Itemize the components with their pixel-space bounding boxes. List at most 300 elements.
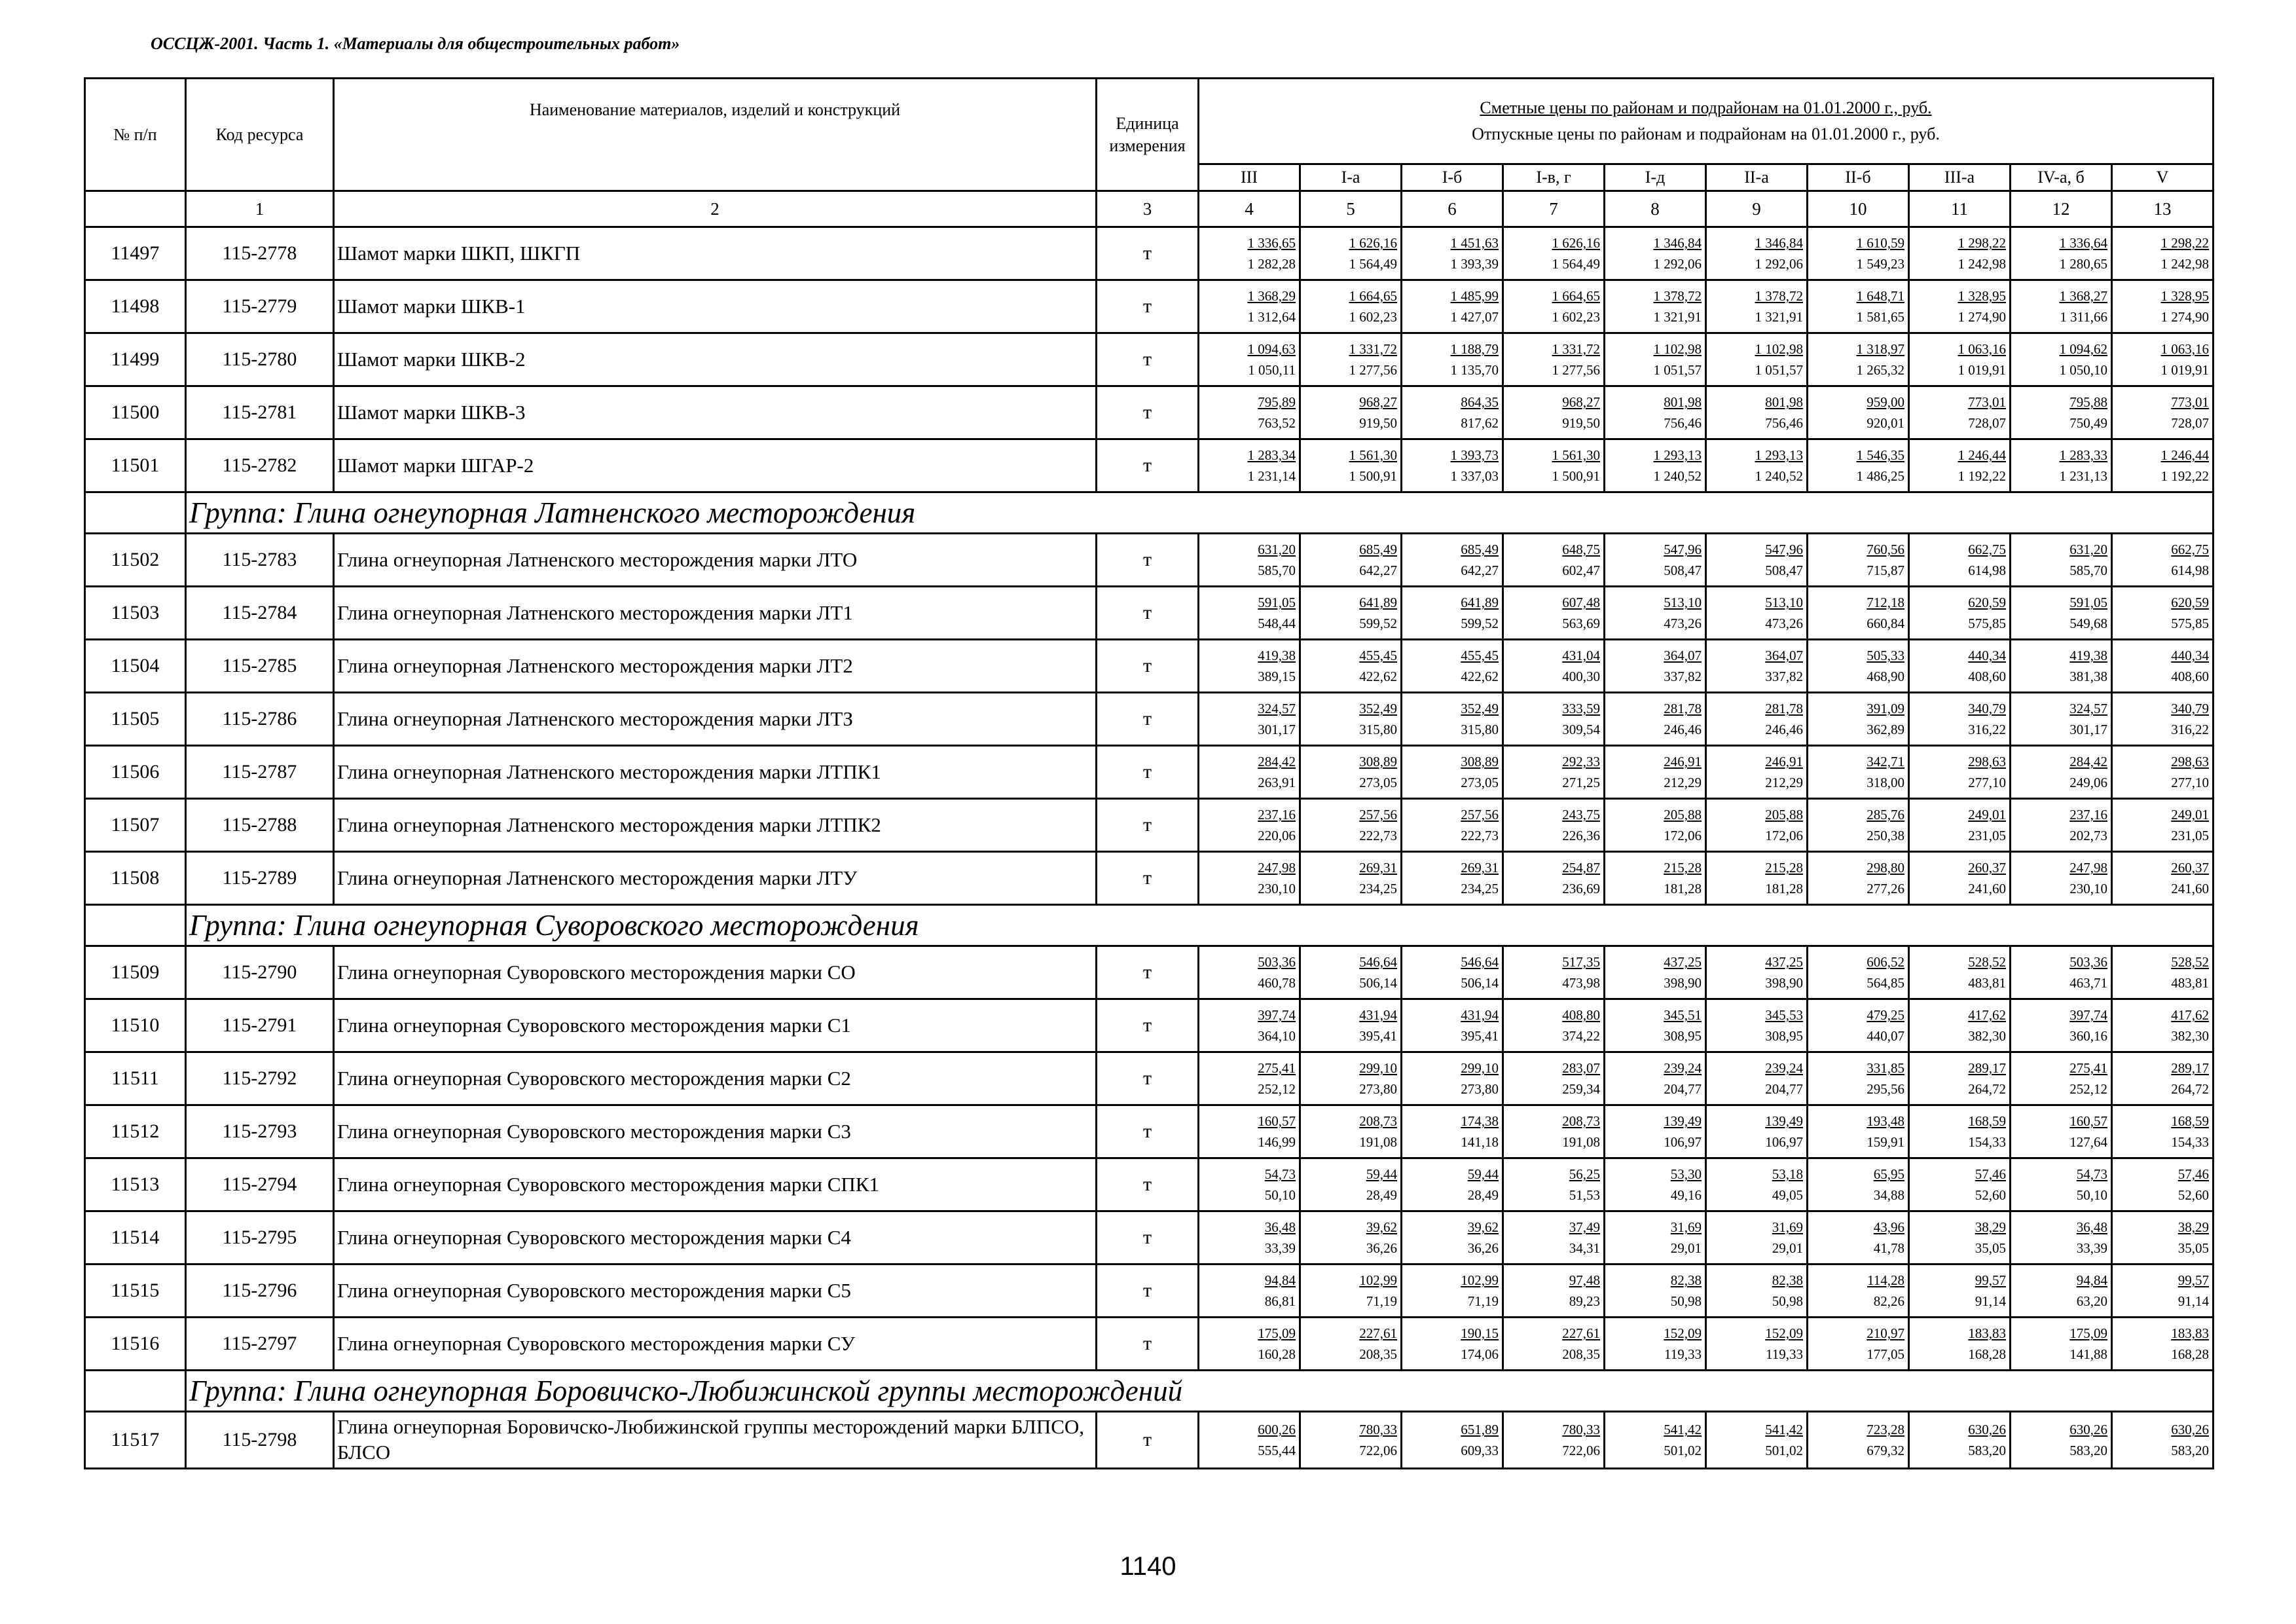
price-cell [1706, 640, 1808, 693]
estimate-price: 1 648,71 [1856, 288, 1904, 304]
release-price: 1 192,22 [1958, 468, 2006, 484]
release-price: 208,35 [1562, 1346, 1600, 1362]
estimate-price: 160,57 [1258, 1113, 1296, 1129]
row-number: 11506 [85, 746, 186, 799]
estimate-price: 864,35 [1461, 394, 1499, 410]
estimate-price: 237,16 [1258, 807, 1296, 822]
price-cell [1402, 799, 1503, 852]
release-price: 301,17 [2069, 722, 2107, 737]
estimate-price: 247,98 [2069, 860, 2107, 876]
group-title: Группа: Глина огнеупорная Боровичско-Любижинской группы месторождений [186, 1371, 2214, 1412]
release-price: 1 050,11 [1248, 362, 1296, 378]
estimate-price: 780,33 [1562, 1422, 1600, 1437]
release-price: 422,62 [1461, 669, 1499, 684]
table-row [85, 946, 2214, 999]
release-price: 28,49 [1366, 1187, 1397, 1203]
estimate-price: 795,88 [2069, 394, 2107, 410]
estimate-price: 1 293,13 [1755, 447, 1803, 463]
estimate-price: 440,34 [1968, 648, 2006, 663]
estimate-price: 651,89 [1461, 1422, 1499, 1437]
release-price: 1 581,65 [1856, 309, 1904, 325]
release-price: 408,60 [1968, 669, 2006, 684]
estimate-price: 959,00 [1867, 394, 1904, 410]
estimate-price: 546,64 [1461, 954, 1499, 970]
price-cell [1605, 333, 1706, 386]
price-cell [1300, 1264, 1402, 1318]
price-cell [1808, 1412, 1909, 1469]
material-name: Глина огнеупорная Суворовского месторождения марки С5 [334, 1264, 1097, 1318]
estimate-price: 1 063,16 [2160, 341, 2209, 357]
estimate-price: 38,29 [1975, 1219, 2006, 1235]
release-price: 234,25 [1461, 881, 1499, 896]
release-price: 246,46 [1664, 722, 1702, 737]
release-price: 583,20 [1968, 1443, 2006, 1458]
price-cell [1808, 1158, 1909, 1211]
price-cell [1300, 333, 1402, 386]
row-number: 11500 [85, 386, 186, 439]
release-price: 1 242,98 [1958, 256, 2006, 272]
price-cell [1402, 640, 1503, 693]
price-cell [1402, 534, 1503, 587]
estimate-price: 239,24 [1664, 1060, 1702, 1076]
estimate-price: 455,45 [1461, 648, 1499, 663]
price-cell [1706, 1158, 1808, 1211]
table-row [85, 1052, 2214, 1105]
release-price: 337,82 [1664, 669, 1702, 684]
price-cell [2112, 1158, 2214, 1211]
resource-code: 115-2796 [186, 1264, 334, 1318]
release-price: 34,31 [1569, 1240, 1600, 1256]
unit: т [1097, 1158, 1199, 1211]
resource-code: 115-2783 [186, 534, 334, 587]
estimate-price: 1 246,44 [1958, 447, 2006, 463]
estimate-price: 308,89 [1359, 754, 1397, 769]
release-price: 728,07 [2171, 415, 2209, 431]
price-cell [1199, 1412, 1300, 1469]
release-price: 548,44 [1258, 616, 1296, 631]
release-price: 33,39 [2076, 1240, 2107, 1256]
release-price: 756,46 [1765, 415, 1803, 431]
estimate-price: 397,74 [2069, 1007, 2107, 1023]
estimate-price: 1 318,97 [1856, 341, 1904, 357]
column-index: 1 [186, 191, 334, 227]
header-num: № п/п [85, 79, 186, 191]
estimate-price: 437,25 [1765, 954, 1803, 970]
material-name: Глина огнеупорная Суворовского месторождения марки СО [334, 946, 1097, 999]
release-price: 1 312,64 [1247, 309, 1296, 325]
release-price: 609,33 [1461, 1443, 1499, 1458]
estimate-price: 1 246,44 [2160, 447, 2209, 463]
release-price: 408,60 [2171, 669, 2209, 684]
price-cell [1808, 534, 1909, 587]
release-price: 1 337,03 [1450, 468, 1499, 484]
release-price: 1 500,91 [1552, 468, 1600, 484]
release-price: 52,60 [2178, 1187, 2209, 1203]
price-cell [1909, 1211, 2011, 1264]
release-price: 127,64 [2069, 1134, 2107, 1150]
header-region: II-б [1808, 164, 1909, 191]
unit: т [1097, 1105, 1199, 1158]
estimate-price: 269,31 [1359, 860, 1397, 876]
release-price: 181,28 [1664, 881, 1702, 896]
release-price: 49,16 [1670, 1187, 1702, 1203]
release-price: 614,98 [1968, 563, 2006, 578]
estimate-price: 331,85 [1867, 1060, 1904, 1076]
estimate-price: 205,88 [1664, 807, 1702, 822]
estimate-price: 193,48 [1867, 1113, 1904, 1129]
unit: т [1097, 1264, 1199, 1318]
estimate-price: 547,96 [1664, 542, 1702, 557]
estimate-price: 1 346,84 [1653, 235, 1702, 251]
release-price: 563,69 [1562, 616, 1600, 631]
release-price: 1 019,91 [1958, 362, 2006, 378]
release-price: 1 277,56 [1349, 362, 1397, 378]
price-cell [2112, 386, 2214, 439]
release-price: 172,06 [1664, 828, 1702, 843]
column-index: 11 [1909, 191, 2011, 227]
release-price: 1 500,91 [1349, 468, 1397, 484]
price-cell [1909, 852, 2011, 905]
estimate-price: 1 328,95 [1958, 288, 2006, 304]
price-cell [1706, 999, 1808, 1052]
price-cell [2112, 280, 2214, 333]
unit: т [1097, 1318, 1199, 1371]
release-price: 50,98 [1670, 1293, 1702, 1309]
estimate-price: 281,78 [1664, 701, 1702, 716]
release-price: 1 192,22 [2160, 468, 2209, 484]
estimate-price: 39,62 [1366, 1219, 1397, 1235]
estimate-price: 1 094,62 [2059, 341, 2107, 357]
material-name: Шамот марки ШКВ-1 [334, 280, 1097, 333]
release-price: 277,10 [1968, 775, 2006, 790]
estimate-price: 408,80 [1562, 1007, 1600, 1023]
estimate-price: 37,49 [1569, 1219, 1600, 1235]
resource-code: 115-2798 [186, 1412, 334, 1469]
release-price: 722,06 [1359, 1443, 1397, 1458]
estimate-price: 631,20 [1258, 542, 1296, 557]
row-number: 11505 [85, 693, 186, 746]
release-price: 222,73 [1461, 828, 1499, 843]
material-name: Глина огнеупорная Латненского месторождения марки ЛТ2 [334, 640, 1097, 693]
release-price: 252,12 [2069, 1081, 2107, 1097]
price-cell [1605, 1158, 1706, 1211]
release-price: 585,70 [2069, 563, 2107, 578]
row-number: 11508 [85, 852, 186, 905]
release-price: 750,49 [2069, 415, 2107, 431]
release-price: 1 274,90 [2160, 309, 2209, 325]
price-cell [1706, 333, 1808, 386]
estimate-price: 1 485,99 [1450, 288, 1499, 304]
release-price: 220,06 [1258, 828, 1296, 843]
release-price: 295,56 [1867, 1081, 1904, 1097]
page-header: ОССЦЖ-2001. Часть 1. «Материалы для общестроительных работ» [151, 34, 680, 53]
estimate-price: 152,09 [1765, 1325, 1803, 1341]
price-cell [1199, 1264, 1300, 1318]
unit: т [1097, 280, 1199, 333]
estimate-price: 175,09 [2069, 1325, 2107, 1341]
release-price: 204,77 [1664, 1081, 1702, 1097]
price-cell [1402, 693, 1503, 746]
estimate-price: 397,74 [1258, 1007, 1296, 1023]
estimate-price: 237,16 [2069, 807, 2107, 822]
estimate-price: 1 298,22 [1958, 235, 2006, 251]
estimate-price: 284,42 [1258, 754, 1296, 769]
price-cell [1300, 227, 1402, 280]
estimate-price: 479,25 [1867, 1007, 1904, 1023]
unit: т [1097, 852, 1199, 905]
estimate-price: 215,28 [1664, 860, 1702, 876]
price-cell [1300, 799, 1402, 852]
release-price: 146,99 [1258, 1134, 1296, 1150]
release-price: 583,20 [2069, 1443, 2107, 1458]
release-price: 1 280,65 [2059, 256, 2107, 272]
price-cell [1402, 852, 1503, 905]
release-price: 400,30 [1562, 669, 1600, 684]
estimate-price: 1 336,64 [2059, 235, 2107, 251]
estimate-price: 1 331,72 [1552, 341, 1600, 357]
material-name: Шамот марки ШКВ-2 [334, 333, 1097, 386]
price-cell [1706, 534, 1808, 587]
estimate-price: 102,99 [1359, 1272, 1397, 1288]
price-cell [1909, 1412, 2011, 1469]
estimate-price: 205,88 [1765, 807, 1803, 822]
release-price: 1 292,06 [1755, 256, 1803, 272]
price-cell [1199, 1318, 1300, 1371]
price-cell [1300, 852, 1402, 905]
release-price: 249,06 [2069, 775, 2107, 790]
release-price: 271,25 [1562, 775, 1600, 790]
release-price: 585,70 [1258, 563, 1296, 578]
release-price: 174,06 [1461, 1346, 1499, 1362]
release-price: 555,44 [1258, 1443, 1296, 1458]
price-cell [1909, 587, 2011, 640]
price-cell [1199, 799, 1300, 852]
price-cell [2112, 1318, 2214, 1371]
estimate-price: 59,44 [1366, 1166, 1397, 1182]
price-cell [1909, 946, 2011, 999]
price-cell [1503, 1318, 1605, 1371]
table-row [85, 640, 2214, 693]
resource-code: 115-2778 [186, 227, 334, 280]
price-cell [1199, 1105, 1300, 1158]
price-cell [1909, 1264, 2011, 1318]
release-price: 29,01 [1772, 1240, 1803, 1256]
header-prices [1199, 79, 2214, 164]
release-price: 308,95 [1664, 1028, 1702, 1044]
price-cell [1605, 1105, 1706, 1158]
price-cell [2112, 1211, 2214, 1264]
estimate-price: 36,48 [2076, 1219, 2107, 1235]
row-number: 11497 [85, 227, 186, 280]
price-cell [1199, 386, 1300, 439]
price-cell [2011, 333, 2112, 386]
price-cell [1808, 1211, 1909, 1264]
price-cell [1300, 534, 1402, 587]
release-price: 160,28 [1258, 1346, 1296, 1362]
release-price: 86,81 [1264, 1293, 1296, 1309]
column-index: 8 [1605, 191, 1706, 227]
price-cell [1300, 439, 1402, 492]
estimate-price: 631,20 [2069, 542, 2107, 557]
price-cell [1402, 1211, 1503, 1264]
price-cell [1706, 439, 1808, 492]
estimate-price: 440,34 [2171, 648, 2209, 663]
price-cell [1605, 1318, 1706, 1371]
resource-code: 115-2780 [186, 333, 334, 386]
header-code: Код ресурса [186, 79, 334, 191]
price-cell [1300, 1158, 1402, 1211]
release-price: 141,18 [1461, 1134, 1499, 1150]
release-price: 583,20 [2171, 1443, 2209, 1458]
release-price: 756,46 [1664, 415, 1702, 431]
material-name: Глина огнеупорная Суворовского месторождения марки С1 [334, 999, 1097, 1052]
column-index [85, 191, 186, 227]
release-price: 1 602,23 [1349, 309, 1397, 325]
price-cell [1300, 1105, 1402, 1158]
release-price: 506,14 [1461, 975, 1499, 991]
release-price: 273,05 [1461, 775, 1499, 790]
release-price: 34,88 [1873, 1187, 1904, 1203]
estimate-price: 324,57 [1258, 701, 1296, 716]
estimate-price: 59,44 [1467, 1166, 1499, 1182]
price-cell [1909, 280, 2011, 333]
estimate-price: 82,38 [1772, 1272, 1803, 1288]
column-index: 13 [2112, 191, 2214, 227]
group-spacer [85, 1371, 186, 1412]
table-row [85, 386, 2214, 439]
release-price: 599,52 [1359, 616, 1397, 631]
estimate-price: 1 102,98 [1755, 341, 1803, 357]
release-price: 1 393,39 [1450, 256, 1499, 272]
release-price: 318,00 [1867, 775, 1904, 790]
release-price: 36,26 [1366, 1240, 1397, 1256]
material-name: Глина огнеупорная Латненского месторождения марки ЛТО [334, 534, 1097, 587]
estimate-price: 712,18 [1867, 595, 1904, 610]
unit: т [1097, 333, 1199, 386]
estimate-price: 53,18 [1772, 1166, 1803, 1182]
price-cell [1808, 227, 1909, 280]
release-price: 1 564,49 [1349, 256, 1397, 272]
estimate-price: 260,37 [1968, 860, 2006, 876]
price-cell [1402, 1412, 1503, 1469]
estimate-price: 298,63 [2171, 754, 2209, 769]
material-name: Шамот марки ШГАР-2 [334, 439, 1097, 492]
estimate-price: 97,48 [1569, 1272, 1600, 1288]
estimate-price: 431,94 [1359, 1007, 1397, 1023]
table-row [85, 693, 2214, 746]
release-price: 395,41 [1359, 1028, 1397, 1044]
resource-code: 115-2789 [186, 852, 334, 905]
estimate-price: 260,37 [2171, 860, 2209, 876]
resource-code: 115-2784 [186, 587, 334, 640]
estimate-price: 257,56 [1461, 807, 1499, 822]
price-cell [1605, 852, 1706, 905]
estimate-price: 968,27 [1562, 394, 1600, 410]
estimate-price: 431,04 [1562, 648, 1600, 663]
release-price: 50,10 [1264, 1187, 1296, 1203]
price-cell [2112, 999, 2214, 1052]
price-cell [1199, 280, 1300, 333]
price-cell [1706, 1264, 1808, 1318]
release-price: 141,88 [2069, 1346, 2107, 1362]
estimate-price: 82,38 [1670, 1272, 1702, 1288]
estimate-price: 364,07 [1664, 648, 1702, 663]
price-cell [1199, 587, 1300, 640]
table-row [85, 1211, 2214, 1264]
price-cell [1605, 746, 1706, 799]
resource-code: 115-2785 [186, 640, 334, 693]
release-price: 63,20 [2076, 1293, 2107, 1309]
estimate-price: 175,09 [1258, 1325, 1296, 1341]
release-price: 337,82 [1765, 669, 1803, 684]
estimate-price: 503,36 [1258, 954, 1296, 970]
release-price: 36,26 [1467, 1240, 1499, 1256]
group-spacer [85, 905, 186, 946]
row-number: 11501 [85, 439, 186, 492]
estimate-price: 275,41 [1258, 1060, 1296, 1076]
estimate-price: 641,89 [1461, 595, 1499, 610]
price-cell [2112, 746, 2214, 799]
price-cell [1199, 852, 1300, 905]
release-price: 33,39 [1264, 1240, 1296, 1256]
estimate-price: 324,57 [2069, 701, 2107, 716]
price-cell [1605, 386, 1706, 439]
release-price: 599,52 [1461, 616, 1499, 631]
price-cell [1808, 386, 1909, 439]
estimate-price: 298,63 [1968, 754, 2006, 769]
group-row [85, 492, 2214, 534]
group-row [85, 905, 2214, 946]
price-table [84, 77, 2214, 1469]
resource-code: 115-2786 [186, 693, 334, 746]
price-cell [1706, 1105, 1808, 1158]
release-price: 1 282,28 [1247, 256, 1296, 272]
material-name: Шамот марки ШКП, ШКГП [334, 227, 1097, 280]
release-price: 259,34 [1562, 1081, 1600, 1097]
header-region: I-д [1605, 164, 1706, 191]
estimate-price: 281,78 [1765, 701, 1803, 716]
release-price: 71,19 [1467, 1293, 1499, 1309]
estimate-price: 1 368,27 [2059, 288, 2107, 304]
column-index: 4 [1199, 191, 1300, 227]
price-cell [1706, 946, 1808, 999]
table-row [85, 1412, 2214, 1469]
release-price: 919,50 [1562, 415, 1600, 431]
price-cell [1808, 333, 1909, 386]
release-price: 230,10 [2069, 881, 2107, 896]
price-cell [1909, 1105, 2011, 1158]
header-unit: Единица измерения [1097, 79, 1199, 191]
group-title: Группа: Глина огнеупорная Суворовского месторождения [186, 905, 2214, 946]
release-price: 362,89 [1867, 722, 1904, 737]
price-cell [1909, 799, 2011, 852]
price-cell [1402, 946, 1503, 999]
estimate-price: 340,79 [2171, 701, 2209, 716]
row-number: 11512 [85, 1105, 186, 1158]
price-cell [2011, 946, 2112, 999]
row-number: 11507 [85, 799, 186, 852]
price-cell [2011, 746, 2112, 799]
price-cell [1909, 1052, 2011, 1105]
estimate-price: 283,07 [1562, 1060, 1600, 1076]
price-cell [1199, 640, 1300, 693]
estimate-price: 38,29 [2178, 1219, 2209, 1235]
price-cell [2112, 799, 2214, 852]
price-cell [1300, 1318, 1402, 1371]
estimate-price: 227,61 [1359, 1325, 1397, 1341]
estimate-price: 1 626,16 [1552, 235, 1600, 251]
estimate-price: 600,26 [1258, 1422, 1296, 1437]
